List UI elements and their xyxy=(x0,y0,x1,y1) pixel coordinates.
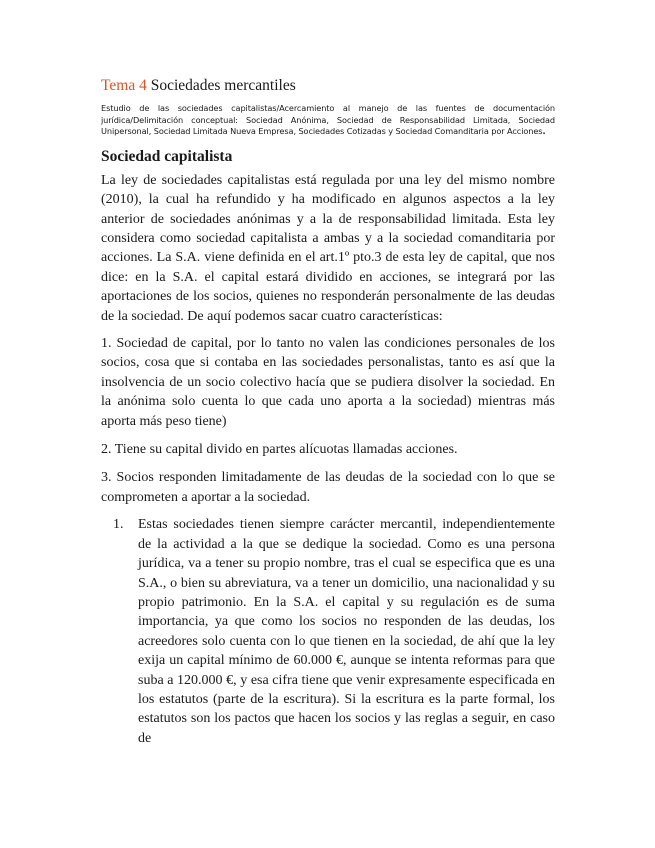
characteristic-2: 2. Tiene su capital divido en partes alícuotas llamadas acciones. xyxy=(101,442,458,458)
title-text: Sociedades mercantiles xyxy=(150,77,296,94)
characteristic-3: 3. Socios responden limitadamente de las deudas de la sociedad con lo que se comprometen a aportar a la sociedad. xyxy=(101,470,555,505)
subtitle-end: . xyxy=(542,126,546,137)
numbered-list xyxy=(101,515,555,748)
document-title xyxy=(101,76,555,96)
list-item-text: Estas sociedades tienen siempre carácter mercantil, independientemente de la actividad a la que se dedique la sociedad. Como es una persona jurídica, va a tener su propio nombre, tras el cual se especifica que es una S.A., o bien su abreviatura, va a tener un domicilio, una nacionalidad y su propio patrimonio. En la S.A. el capital y su regulación es de suma importancia, ya que como los socios no responden de las deudas, los acreedores solo cuenta con lo que tienen en la sociedad, de ahí que la ley exija un capital mínimo de 60.000 €, aunque se intenta reformas para que suba a 120.000 €, y esa cifra tiene que venir expresamente especificada en los estatutos (parte de la escritura). Si la escritura es la parte formal, los estatutos son los pactos que hacen los socios y las reglas a seguir, en caso de xyxy=(138,517,555,746)
topic-label: Tema 4 xyxy=(101,77,147,94)
document-page xyxy=(101,76,555,748)
document-subtitle xyxy=(101,103,555,138)
subtitle-text: Estudio de las sociedades capitalistas/Acercamiento al manejo de las fuentes de documentación jurídica/Delimitación conceptual: Sociedad Anónima, Sociedad de Responsabilidad Limitada, Sociedad Unipersonal, Sociedad Limitada Nueva Empresa, Sociedades Cotizadas y Sociedad Comanditaria por Acciones xyxy=(101,103,555,137)
characteristic-1: 1. Sociedad de capital, por lo tanto no valen las condiciones personales de los socios, cosa que si contaba en las sociedades personalistas, tanto es así que la insolvencia de un socio colectivo hacía que se pudiera disolver la sociedad. En la anónima solo cuenta lo que cada uno aporta a la sociedad) mientras más aporta más peso tiene) xyxy=(101,336,555,429)
intro-paragraph: La ley de sociedades capitalistas está regulada por una ley del mismo nombre (2010), la cual ha refundido y ha modificado en algunos aspectos a la ley anterior de sociedades anónimas y a la de responsabilidad limitada. Esta ley considera como sociedad capitalista a ambas y a la sociedad comanditaria por acciones. La S.A. viene definida en el art.1º pto.3 de esta ley de capital, que nos dice: en la S.A. el capital estará dividido en acciones, se integrará por las aportaciones de los socios, quienes no responderán personalmente de las deudas de la sociedad. De aquí podemos sacar cuatro características: xyxy=(101,172,555,324)
list-item-number: 1. xyxy=(113,517,124,533)
section-heading: Sociedad capitalista xyxy=(101,147,233,165)
